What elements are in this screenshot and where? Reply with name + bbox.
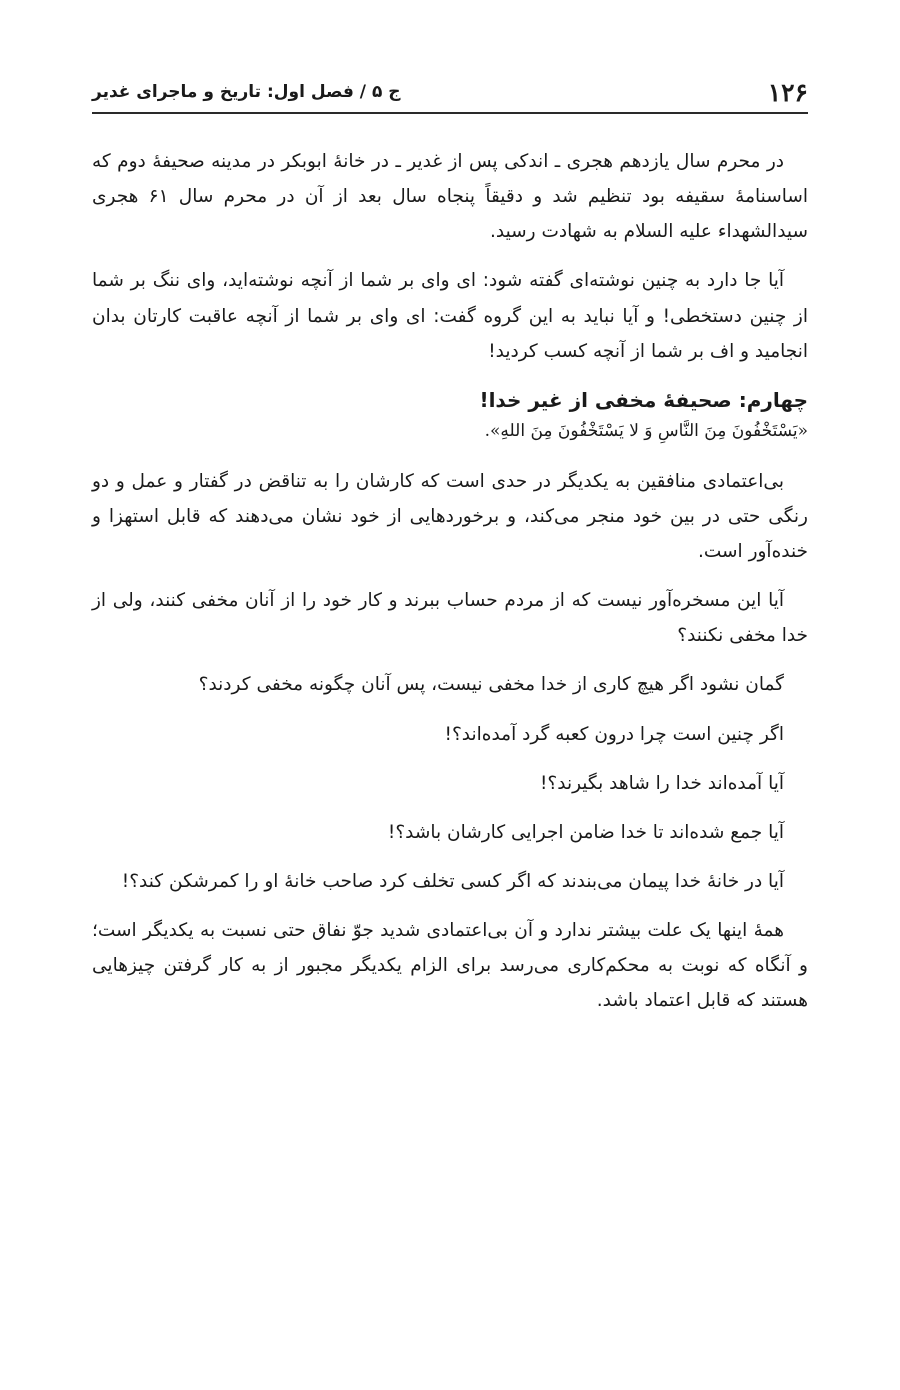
paragraph: گمان نشود اگر هیچ کاری از خدا مخفی نیست، پس آنان چگونه مخفی کردند؟ [198,674,784,696]
paragraph: اگر چنین است چرا درون کعبه گرد آمده‌اند؟! [444,723,784,745]
paragraph: در محرم سال یازدهم هجری ـ اندکی پس از غدیر ـ در خانهٔ ابوبکر در مدینه صحیفهٔ دوم که اساسنامهٔ سقیفه بود تنظیم شد و دقیقاً پنجاه سال بعد از آن در محرم سال ۶۱ هجری سیدالشهداء علیه السلام به شهادت رسید. [92,151,808,243]
paragraph: بی‌اعتمادی منافقین به یکدیگر در حدی است که کارشان را به تناقض در گفتار و عمل و دو رنگی حتی در بین خود منجر می‌کند، و برخوردهایی از خود نشان می‌دهند که قابل استهزا و خنده‌آور است. [92,470,808,563]
section-heading: چهارم: صحیفهٔ مخفی از غیر خدا! [479,387,808,412]
running-head: ج ۵ / فصل اول: تاریخ و ماجرای غدیر [92,82,401,102]
paragraph: همهٔ اینها یک علت بیشتر ندارد و آن بی‌اعتمادی شدید جوّ نفاق حتی نسبت به یکدیگر است؛ و آنگاه که نوبت به محکم‌کاری می‌رسد برای الزام یکدیگر مجبور از به کار گرفتن چیزهایی هستند که قابل اعتماد باشد. [92,920,808,1012]
page-body [92,144,808,1033]
paragraph: آیا جا دارد به چنین نوشته‌ای گفته شود: ای وای بر شما از آنچه نوشته‌اید، وای ننگ بر شما از چنین دستخطی! و آیا نباید به این گروه گفت: ای وای بر شما از آنچه عاقبت کارتان بدان انجامید و اف بر شما از آنچه کسب کردید! [92,270,808,362]
paragraph: آیا در خانهٔ خدا پیمان می‌بندند که اگر کسی تخلف کرد صاحب خانهٔ او را کمرشکن کند؟! [121,871,784,892]
quranic-quote: «يَسْتَخْفُونَ مِنَ النَّاسِ وَ لا يَسْتَخْفُونَ مِنَ اللهِ». [484,420,808,441]
page-header [92,72,808,114]
paragraph: آیا آمده‌اند خدا را شاهد بگیرند؟! [540,772,784,794]
paragraph: آیا این مسخره‌آور نیست که از مردم حساب ببرند و کار خود را از آنان مخفی کنند، ولی از خدا مخفی نکنند؟ [92,590,808,647]
page-number: ۱۲۶ [767,77,808,107]
paragraph: آیا جمع شده‌اند تا خدا ضامن اجرایی کارشان باشد؟! [387,821,784,843]
